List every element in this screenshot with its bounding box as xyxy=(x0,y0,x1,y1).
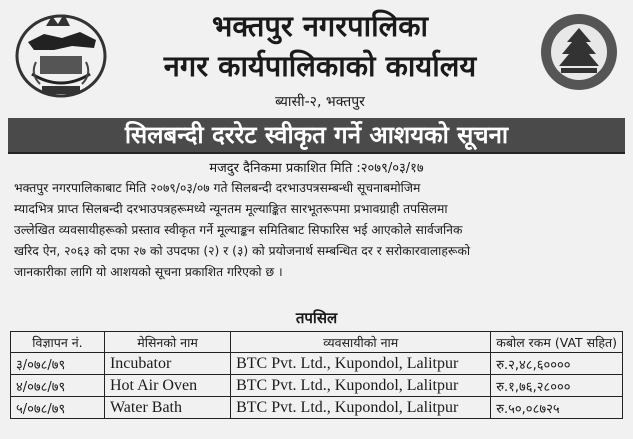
table-row xyxy=(11,353,623,375)
machine-name-cell: Hot Air Oven xyxy=(104,375,230,397)
municipality-seal-logo xyxy=(539,12,619,92)
notice-body xyxy=(14,178,617,283)
table-header-row xyxy=(11,332,623,353)
body-line: भक्तपुर नगरपालिकाबाट मिति २०७९/०३/०७ गते सिलबन्दी दरभाउपत्रसम्बन्धी सूचनाबमोजिम xyxy=(14,181,421,195)
nepal-emblem-logo xyxy=(10,4,112,102)
column-header: कबोल रकम (VAT सहित) xyxy=(491,332,623,353)
table-row xyxy=(11,397,623,419)
column-header: मेसिनको नाम xyxy=(104,332,230,353)
body-line: म्यादभित्र प्राप्त सिलबन्दी दरभाउपत्रहरूमध्ये न्यूनतम मूल्याङ्कित सारभूतरूपमा प्रभावग्राही तपसिलमा xyxy=(14,202,448,216)
vendor-name-cell: BTC Pvt. Ltd., Kupondol, Lalitpur xyxy=(231,397,491,419)
table-row xyxy=(11,375,623,397)
bid-amount-cell: रु.१,७६,२८००० xyxy=(491,375,623,397)
machine-name-cell: Water Bath xyxy=(104,397,230,419)
body-line: खरिद ऐन, २०६३ को दफा २७ को उपदफा (२) र (३) को प्रयोजनार्थ सम्बन्धित दर र सरोकारवालाहरूको xyxy=(14,244,471,258)
notice-number-cell: ५/०७८/७९ xyxy=(11,397,105,419)
machine-name-cell: Incubator xyxy=(104,353,230,375)
notice-number-cell: ४/०७८/७९ xyxy=(11,375,105,397)
municipality-name: भक्तपुर नगरपालिका xyxy=(211,9,429,43)
body-line: उल्लेखित व्यवसायीहरूको प्रस्ताव स्वीकृत गर्ने मूल्याङ्कन समितिबाट सिफारिस भई आएकोले सार्वजनिक xyxy=(14,223,463,237)
bid-amount-cell: रु.५०,०८७२५ xyxy=(491,397,623,419)
schedule-heading: तपसिल xyxy=(295,309,338,327)
bid-amount-cell: रु.२,४८,६०००० xyxy=(491,353,623,375)
office-address: ब्यासी-२, भक्तपुर xyxy=(275,94,365,110)
office-name: नगर कार्यपालिकाको कार्यालय xyxy=(163,49,477,83)
schedule-table xyxy=(10,331,623,419)
vendor-name-cell: BTC Pvt. Ltd., Kupondol, Lalitpur xyxy=(231,353,491,375)
body-line: जानकारीका लागि यो आशयको सूचना प्रकाशित गरिएको छ । xyxy=(14,265,283,279)
notice-number-cell: ३/०७८/७९ xyxy=(11,353,105,375)
notice-title: सिलबन्दी दररेट स्वीकृत गर्ने आशयको सूचना xyxy=(124,121,509,149)
publication-line: मजदुर दैनिकमा प्रकाशित मिति :२०७९/०३/१७ xyxy=(209,161,424,176)
vendor-name-cell: BTC Pvt. Ltd., Kupondol, Lalitpur xyxy=(231,375,491,397)
column-header: विज्ञापन नं. xyxy=(11,332,105,353)
column-header: व्यवसायीको नाम xyxy=(231,332,491,353)
